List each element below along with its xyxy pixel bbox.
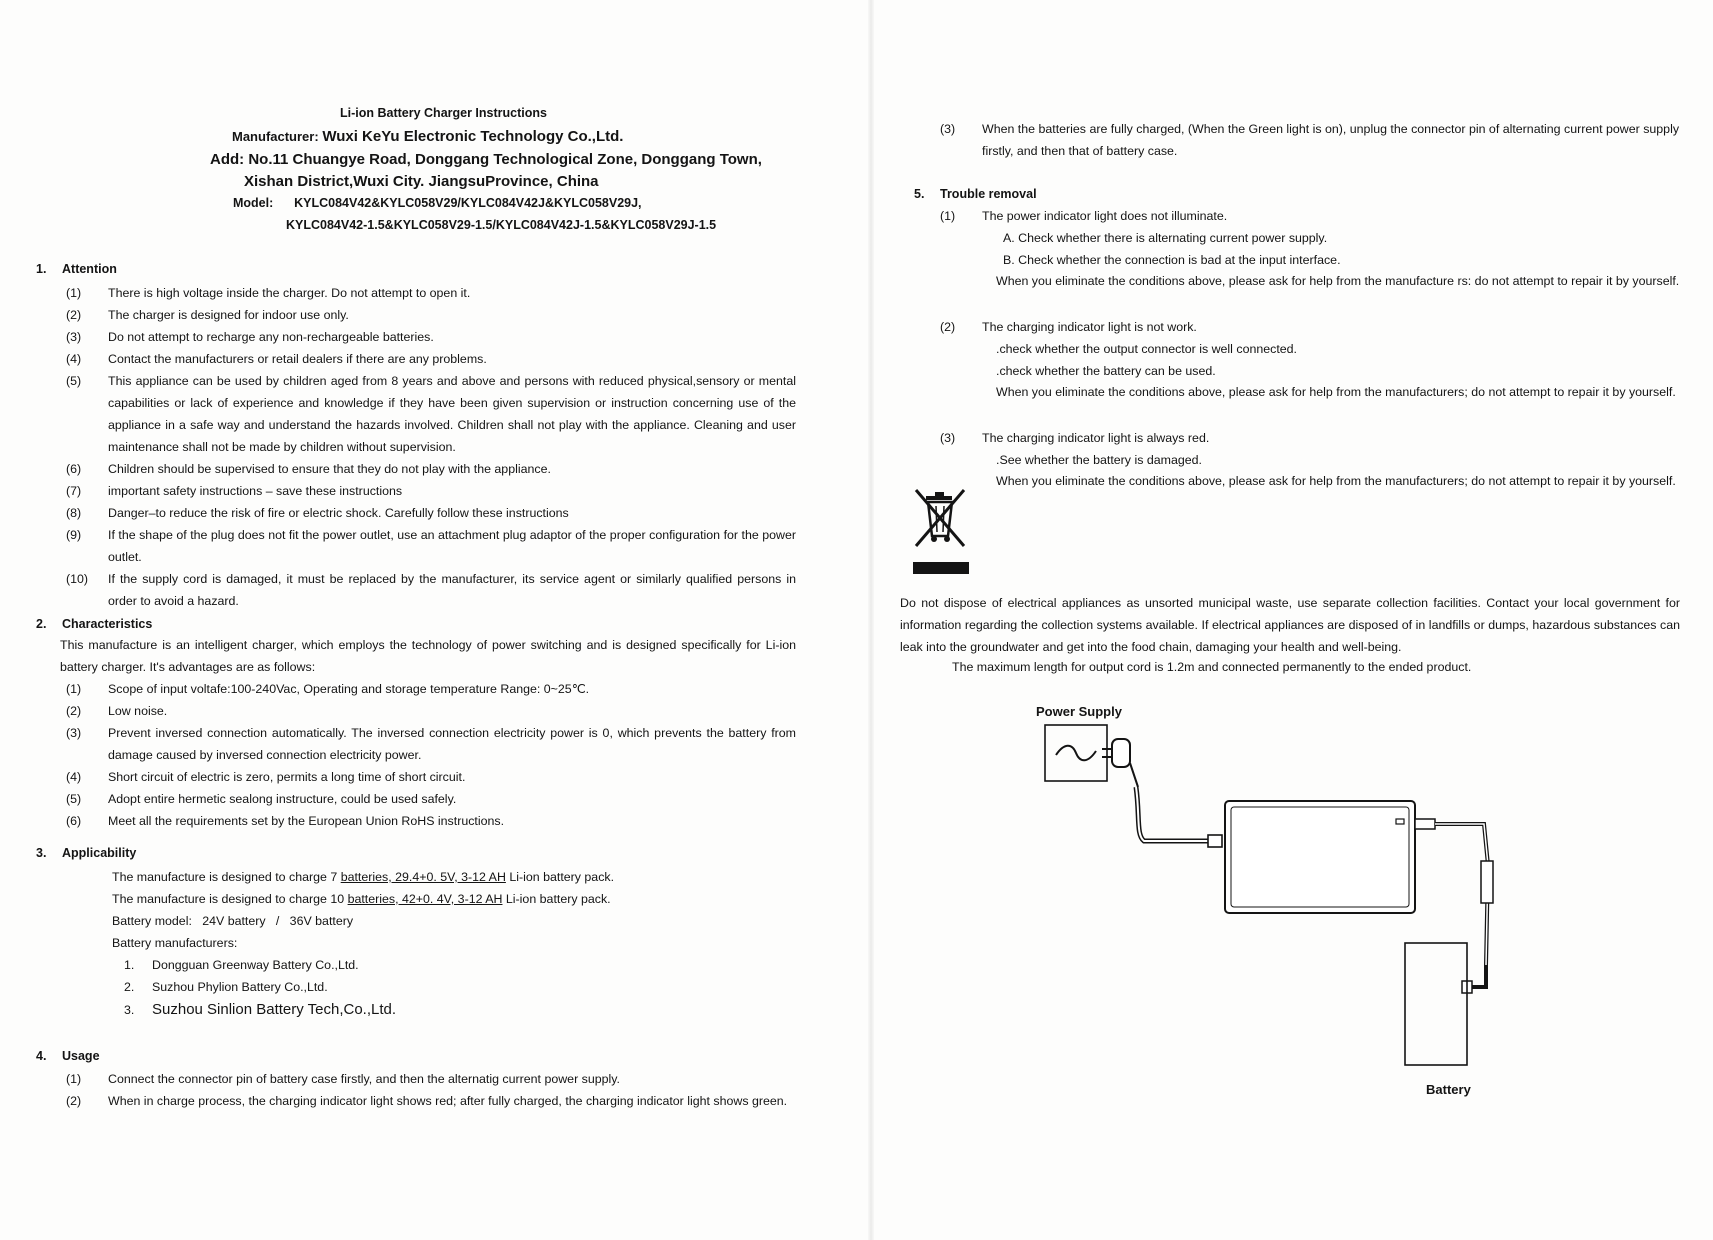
section-heading-usage bbox=[36, 1049, 100, 1063]
power-supply-label: Power Supply bbox=[1036, 704, 1122, 719]
manufacturer-label: Manufacturer: bbox=[232, 129, 319, 144]
section-title: Usage bbox=[62, 1049, 100, 1063]
item-number: 3. bbox=[124, 1003, 135, 1017]
left-page bbox=[30, 0, 820, 1240]
trouble-note: When you eliminate the conditions above, please ask for help from the manufacturers; do not attempt to repair it by yourself. bbox=[996, 474, 1676, 488]
section-heading-applicability bbox=[36, 846, 136, 860]
item-text: Low noise. bbox=[108, 704, 168, 718]
item-number: (1) bbox=[66, 1072, 82, 1086]
manufacturer-line bbox=[232, 128, 623, 145]
item-text: If the supply cord is damaged, it must be replaced by the manufacturer, its service agent or similarly qualified persons in order to avoid a hazard. bbox=[108, 572, 796, 608]
charger-body bbox=[1225, 801, 1415, 913]
item-number: (6) bbox=[66, 462, 82, 476]
cord-connector bbox=[1208, 835, 1222, 847]
item-text: When in charge process, the charging indicator light shows red; after fully charged, the charging indicator light shows green. bbox=[108, 1094, 788, 1108]
item-number: (1) bbox=[940, 209, 956, 223]
section-title: Trouble removal bbox=[940, 187, 1037, 201]
connection-diagram bbox=[1040, 725, 1520, 1085]
section-number: 3. bbox=[36, 846, 47, 860]
item-number: 2. bbox=[124, 980, 135, 994]
manufacturer-item bbox=[124, 1001, 396, 1018]
trouble-check: B. Check whether the connection is bad at the input interface. bbox=[1003, 253, 1341, 267]
item-text: Children should be supervised to ensure that they do not play with the appliance. bbox=[108, 462, 551, 476]
item-text: The charger is designed for indoor use only. bbox=[108, 308, 349, 322]
trouble-note: When you eliminate the conditions above, please ask for help from the manufacturers; do not attempt to repair it by yourself. bbox=[996, 385, 1676, 399]
item-text: Scope of input voltafe:100-240Vac, Operating and storage temperature Range: 0~25℃. bbox=[108, 682, 590, 696]
document-title: Li-ion Battery Charger Instructions bbox=[340, 106, 547, 120]
section-number: 1. bbox=[36, 262, 47, 276]
text-span: Li-ion battery pack. bbox=[502, 892, 611, 906]
battery-label: Battery bbox=[1426, 1082, 1471, 1097]
item-text: Danger–to reduce the risk of fire or electric shock. Carefully follow these instructions bbox=[108, 506, 569, 520]
item-number: (1) bbox=[66, 286, 82, 300]
section-number: 4. bbox=[36, 1049, 47, 1063]
item-text: The power indicator light does not illuminate. bbox=[982, 209, 1228, 223]
item-text: There is high voltage inside the charger. Do not attempt to open it. bbox=[108, 286, 471, 300]
cord-length-note: The maximum length for output cord is 1.2m and connected permanently to the ended product. bbox=[952, 660, 1472, 674]
item-number: (3) bbox=[66, 330, 82, 344]
section-heading-characteristics bbox=[36, 617, 152, 631]
item-number: (2) bbox=[66, 1094, 82, 1108]
item-number: (3) bbox=[940, 431, 956, 445]
battery-spec: batteries, 42+0. 4V, 3-12 AH bbox=[347, 892, 503, 906]
trouble-check: A. Check whether there is alternating current power supply. bbox=[1003, 231, 1328, 245]
item-text: Adopt entire hermetic sealong instructure, could be used safely. bbox=[108, 792, 457, 806]
item-text: Contact the manufacturers or retail dealers if there are any problems. bbox=[108, 352, 487, 366]
page-fold bbox=[868, 0, 874, 1240]
manufacturer-item bbox=[124, 980, 328, 994]
item-text: Suzhou Sinlion Battery Tech,Co.,Ltd. bbox=[152, 1001, 397, 1018]
item-text: This appliance can be used by children aged from 8 years and above and persons with reduced physical,sensory or mental capabilities or lack of experience and knowledge if they have been given supervision or instruction concerning use of the appliance in a safe way and understand the hazards involved. Children shall not play with the appliance. Cleaning and user maintenance shall not be made by children without supervision. bbox=[108, 374, 796, 454]
item-number: (5) bbox=[66, 374, 82, 388]
right-page bbox=[900, 0, 1690, 1240]
weee-bin-icon bbox=[910, 486, 970, 578]
battery-box bbox=[1405, 943, 1467, 1065]
disposal-text: Do not dispose of electrical appliances as unsorted municipal waste, use separate collection facilities. Contact your local government for information regarding the collection systems available. If electrical appliances are disposed of in landfills or dumps, hazardous substances can leak into the groundwater and get into the food chain, damaging your health and well-being. bbox=[900, 596, 1680, 654]
model-value-1: KYLC084V42&KYLC058V29/KYLC084V42J&KYLC058V29J, bbox=[294, 196, 642, 210]
text-span: The manufacture is designed to charge 10 bbox=[112, 892, 348, 906]
item-text: Meet all the requirements set by the European Union RoHS instructions. bbox=[108, 814, 505, 828]
battery-manufacturers-label: Battery manufacturers: bbox=[112, 936, 238, 950]
battery-spec: batteries, 29.4+0. 5V, 3-12 AH bbox=[340, 870, 506, 884]
item-number: (3) bbox=[66, 726, 82, 740]
trouble-check: .check whether the output connector is well connected. bbox=[996, 342, 1297, 356]
battery-model-line: Battery model: 24V battery / 36V battery bbox=[112, 914, 354, 928]
item-number: (3) bbox=[940, 122, 956, 136]
applicability-line-1 bbox=[112, 870, 614, 884]
item-number: (7) bbox=[66, 484, 82, 498]
item-number: (5) bbox=[66, 792, 82, 806]
item-text: The charging indicator light is always red. bbox=[982, 431, 1210, 445]
item-number: (9) bbox=[66, 528, 82, 542]
manufacturer-item bbox=[124, 958, 359, 972]
item-text: Short circuit of electric is zero, permits a long time of short circuit. bbox=[108, 770, 466, 784]
item-number: (6) bbox=[66, 814, 82, 828]
item-number: (1) bbox=[66, 682, 82, 696]
item-text: Connect the connector pin of battery case firstly, and then the alternatig current power supply. bbox=[108, 1072, 620, 1086]
item-number: (2) bbox=[66, 308, 82, 322]
model-line-2: KYLC084V42-1.5&KYLC058V29-1.5/KYLC084V42J-1.5&KYLC058V29J-1.5 bbox=[286, 218, 717, 232]
item-number: (2) bbox=[66, 704, 82, 718]
text-span: Li-ion battery pack. bbox=[505, 870, 615, 884]
address-line-2: Xishan District,Wuxi City. JiangsuProvince, China bbox=[244, 173, 599, 190]
trouble-check: .See whether the battery is damaged. bbox=[996, 453, 1202, 467]
item-number: (8) bbox=[66, 506, 82, 520]
model-line-1 bbox=[233, 196, 642, 210]
item-number: 1. bbox=[124, 958, 135, 972]
model-label: Model: bbox=[233, 196, 274, 210]
item-text: The charging indicator light is not work. bbox=[982, 320, 1197, 334]
section-title: Attention bbox=[62, 262, 117, 276]
trouble-check: .check whether the battery can be used. bbox=[996, 364, 1216, 378]
section-title: Applicability bbox=[62, 846, 137, 860]
power-supply-box bbox=[1045, 725, 1107, 781]
text-span: The manufacture is designed to charge 7 bbox=[112, 870, 341, 884]
item-number: (2) bbox=[940, 320, 956, 334]
section-heading-trouble-removal bbox=[914, 187, 1037, 201]
item-number: (10) bbox=[66, 572, 89, 586]
trouble-note: When you eliminate the conditions above, please ask for help from the manufacture rs: do not attempt to repair it by yourself. bbox=[996, 274, 1680, 288]
section-number: 5. bbox=[914, 187, 925, 201]
manufacturer-name: Wuxi KeYu Electronic Technology Co.,Ltd. bbox=[322, 128, 624, 145]
item-text: If the shape of the plug does not fit the power outlet, use an attachment plug adaptor of the proper configuration for the power outlet. bbox=[108, 528, 796, 564]
characteristics-intro: This manufacture is an intelligent charger, which employs the technology of power switching and is designed specifically for Li-ion battery charger. It's advantages are as follows: bbox=[60, 638, 796, 674]
section-number: 2. bbox=[36, 617, 47, 631]
item-number: (4) bbox=[66, 770, 82, 784]
item-number: (4) bbox=[66, 352, 82, 366]
output-strain-relief bbox=[1415, 819, 1435, 829]
item-text: important safety instructions – save these instructions bbox=[108, 484, 403, 498]
item-text: Prevent inversed connection automatically. The inversed connection electricity power is 0, which prevents the battery from damage caused by inversed connection electricity power. bbox=[108, 726, 796, 762]
item-text: Suzhou Phylion Battery Co.,Ltd. bbox=[152, 980, 328, 994]
section-heading-attention bbox=[36, 262, 117, 276]
item-text: When the batteries are fully charged, (When the Green light is on), unplug the connector pin of alternating current power supply firstly, and then that of battery case. bbox=[982, 122, 1680, 158]
item-text: Dongguan Greenway Battery Co.,Ltd. bbox=[152, 958, 359, 972]
applicability-line-2 bbox=[112, 892, 611, 906]
cord-ferrite bbox=[1481, 861, 1493, 903]
section-title: Characteristics bbox=[62, 617, 153, 631]
item-text: Do not attempt to recharge any non-rechargeable batteries. bbox=[108, 330, 434, 344]
address-line-1: Add: No.11 Chuangye Road, Donggang Technological Zone, Donggang Town, bbox=[210, 151, 762, 168]
